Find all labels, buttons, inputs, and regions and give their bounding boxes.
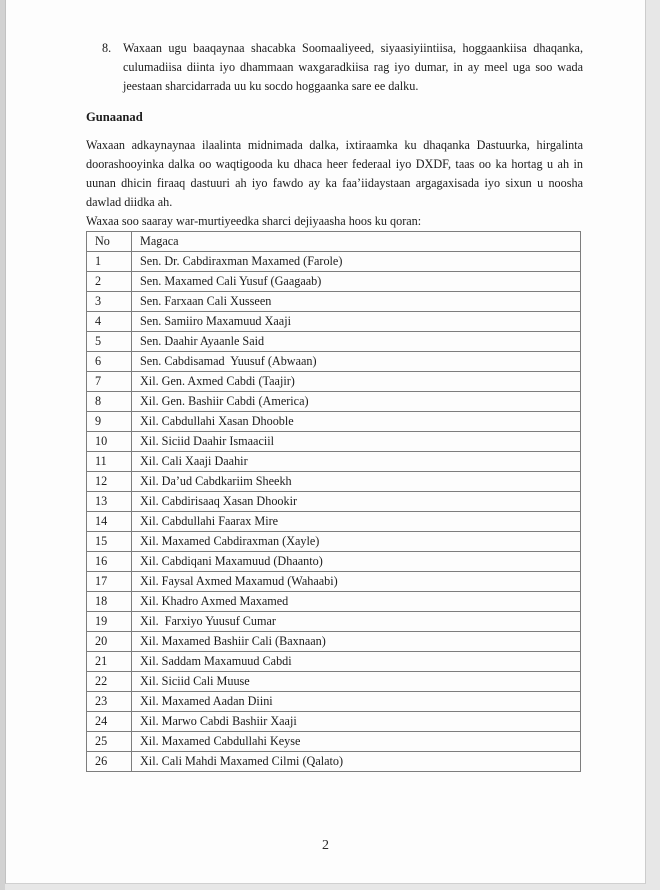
table-row <box>87 312 581 332</box>
list-item-8-text: Waxaan ugu baaqaynaa shacabka Soomaaliyeed, siyaasiyiintiisa, hoggaankiisa dhaqanka, culumadiisa diinta iyo dhammaan waxgaradkiisa rag iyo dumar, in ay meel uga soo wada jeestaan sharcidarrada uu ku socdo hoggaanka sare ee dalku. <box>123 41 583 93</box>
section-heading-gunaanad: Gunaanad <box>86 110 143 124</box>
table-row <box>87 552 581 572</box>
table-row <box>87 432 581 452</box>
table-header-magaca: Magaca <box>132 232 581 252</box>
row-number-cell: 4 <box>87 312 132 332</box>
table-row <box>87 732 581 752</box>
lawmakers-table <box>86 231 581 772</box>
row-number-cell: 9 <box>87 412 132 432</box>
table-row <box>87 252 581 272</box>
row-number-cell: 1 <box>87 252 132 272</box>
table-header-no: No <box>87 232 132 252</box>
table-row <box>87 332 581 352</box>
table-row <box>87 412 581 432</box>
table-row <box>87 612 581 632</box>
row-name-cell: Xil. Cabdullahi Xasan Dhooble <box>132 412 581 432</box>
row-number-cell: 16 <box>87 552 132 572</box>
row-name-cell: Sen. Samiiro Maxamuud Xaaji <box>132 312 581 332</box>
table-row <box>87 292 581 312</box>
row-number-cell: 15 <box>87 532 132 552</box>
row-name-cell: Xil. Siciid Daahir Ismaaciil <box>132 432 581 452</box>
row-number-cell: 5 <box>87 332 132 352</box>
page-number: 2 <box>322 838 329 853</box>
conclusion-paragraph: Waxaan adkaynaynaa ilaalinta midnimada dalka, ixtiraamka ku dhaqanka Dastuurka, hirgalinta doorashooyinka dalka oo waqtigooda ku dhaca heer federaal iyo DXDF, taas oo ka hortag u ah in uunan dhicin firaaq dastuuri ah iyo fawdo ay ka faa’iidaystaan argagaxisada iyo sixun u noosha dawlad diidka ah. <box>86 138 583 209</box>
row-number-cell: 21 <box>87 652 132 672</box>
row-number-cell: 8 <box>87 392 132 412</box>
table-header-row <box>87 232 581 252</box>
table-row <box>87 592 581 612</box>
table-row <box>87 672 581 692</box>
table-row <box>87 472 581 492</box>
list-item-8 <box>102 39 583 96</box>
table-row <box>87 692 581 712</box>
row-name-cell: Xil. Maxamed Cabdullahi Keyse <box>132 732 581 752</box>
row-name-cell: Xil. Gen. Axmed Cabdi (Taajir) <box>132 372 581 392</box>
row-number-cell: 6 <box>87 352 132 372</box>
row-name-cell: Xil. Marwo Cabdi Bashiir Xaaji <box>132 712 581 732</box>
row-number-cell: 7 <box>87 372 132 392</box>
document-page <box>5 0 646 884</box>
row-name-cell: Sen. Maxamed Cali Yusuf (Gaagaab) <box>132 272 581 292</box>
table-row <box>87 392 581 412</box>
row-name-cell: Xil. Gen. Bashiir Cabdi (America) <box>132 392 581 412</box>
row-name-cell: Sen. Farxaan Cali Xusseen <box>132 292 581 312</box>
table-row <box>87 372 581 392</box>
row-number-cell: 12 <box>87 472 132 492</box>
row-name-cell: Xil. Maxamed Cabdiraxman (Xayle) <box>132 532 581 552</box>
row-name-cell: Xil. Da’ud Cabdkariim Sheekh <box>132 472 581 492</box>
row-name-cell: Xil. Cabdirisaaq Xasan Dhookir <box>132 492 581 512</box>
row-number-cell: 11 <box>87 452 132 472</box>
document-content <box>86 0 583 772</box>
row-name-cell: Xil. Cali Mahdi Maxamed Cilmi (Qalato) <box>132 752 581 772</box>
table-row <box>87 712 581 732</box>
table-row <box>87 572 581 592</box>
row-number-cell: 22 <box>87 672 132 692</box>
row-number-cell: 26 <box>87 752 132 772</box>
row-number-cell: 14 <box>87 512 132 532</box>
table-row <box>87 352 581 372</box>
table-row <box>87 452 581 472</box>
row-number-cell: 10 <box>87 432 132 452</box>
table-row <box>87 272 581 292</box>
row-number-cell: 25 <box>87 732 132 752</box>
row-name-cell: Xil. Faysal Axmed Maxamud (Wahaabi) <box>132 572 581 592</box>
row-name-cell: Xil. Siciid Cali Muuse <box>132 672 581 692</box>
row-number-cell: 13 <box>87 492 132 512</box>
table-row <box>87 632 581 652</box>
row-name-cell: Sen. Daahir Ayaanle Said <box>132 332 581 352</box>
row-number-cell: 23 <box>87 692 132 712</box>
row-name-cell: Xil. Cali Xaaji Daahir <box>132 452 581 472</box>
row-name-cell: Xil. Cabdullahi Faarax Mire <box>132 512 581 532</box>
row-name-cell: Xil. Saddam Maxamuud Cabdi <box>132 652 581 672</box>
row-name-cell: Xil. Khadro Axmed Maxamed <box>132 592 581 612</box>
row-name-cell: Xil. Farxiyo Yuusuf Cumar <box>132 612 581 632</box>
row-name-cell: Sen. Dr. Cabdiraxman Maxamed (Farole) <box>132 252 581 272</box>
row-number-cell: 18 <box>87 592 132 612</box>
table-row <box>87 512 581 532</box>
row-number-cell: 24 <box>87 712 132 732</box>
row-name-cell: Xil. Cabdiqani Maxamuud (Dhaanto) <box>132 552 581 572</box>
list-item-8-marker: 8. <box>102 41 112 55</box>
table-intro-line: Waxaa soo saaray war-murtiyeedka sharci dejiyaasha hoos ku qoran: <box>86 214 422 228</box>
row-name-cell: Xil. Maxamed Bashiir Cali (Baxnaan) <box>132 632 581 652</box>
row-number-cell: 17 <box>87 572 132 592</box>
row-number-cell: 3 <box>87 292 132 312</box>
table-row <box>87 752 581 772</box>
row-number-cell: 20 <box>87 632 132 652</box>
row-number-cell: 2 <box>87 272 132 292</box>
row-name-cell: Xil. Maxamed Aadan Diini <box>132 692 581 712</box>
table-row <box>87 492 581 512</box>
table-row <box>87 652 581 672</box>
row-name-cell: Sen. Cabdisamad Yuusuf (Abwaan) <box>132 352 581 372</box>
row-number-cell: 19 <box>87 612 132 632</box>
table-row <box>87 532 581 552</box>
